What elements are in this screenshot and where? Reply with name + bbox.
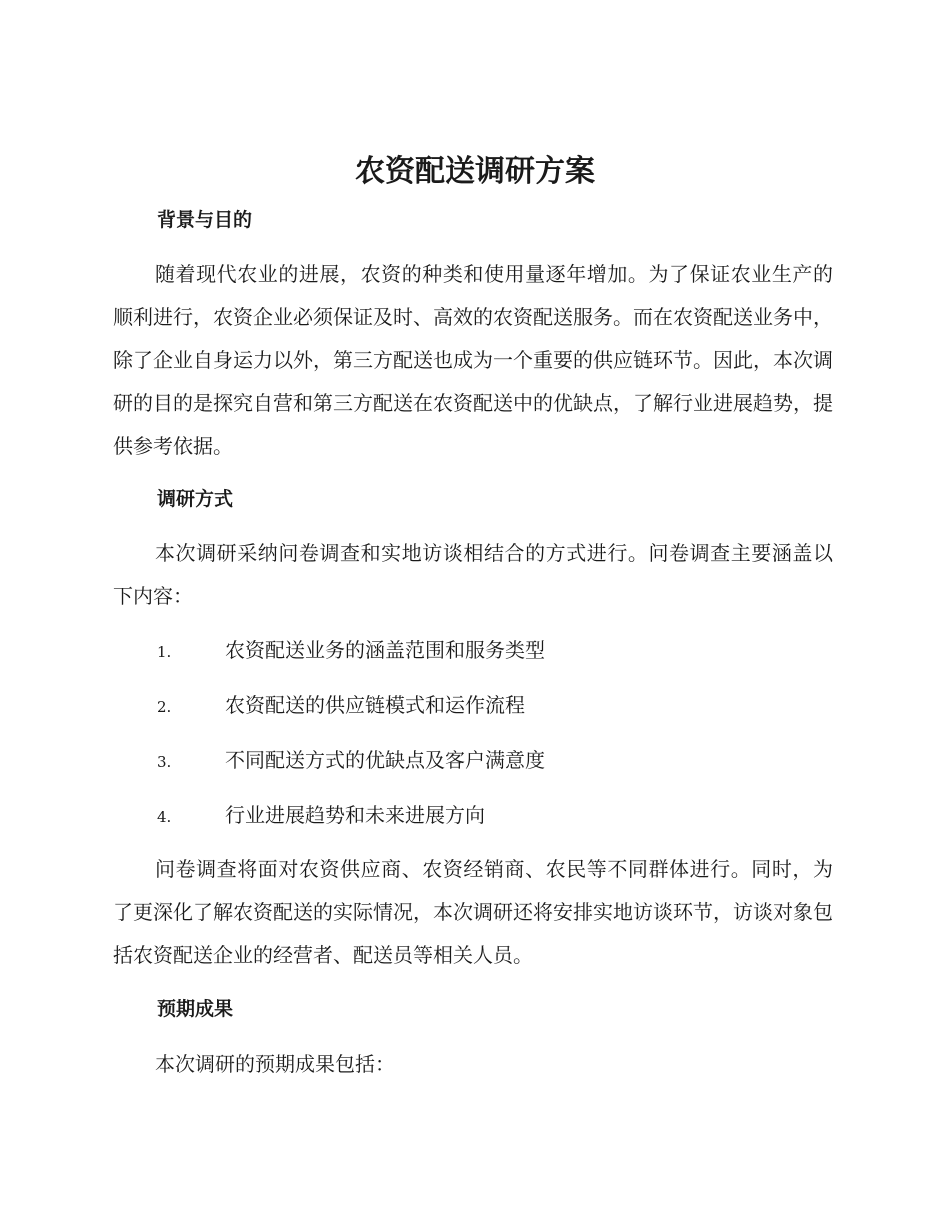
list-item bbox=[157, 635, 837, 667]
paragraph-method: 本次调研采纳问卷调查和实地访谈相结合的方式进行。问卷调查主要涵盖以下内容： bbox=[113, 541, 833, 608]
list-text: 农资配送业务的涵盖范围和服务类型 bbox=[225, 638, 545, 662]
section-heading-background: 背景与目的 bbox=[157, 209, 253, 231]
section-heading-method: 调研方式 bbox=[157, 488, 234, 510]
list-text: 行业进展趋势和未来进展方向 bbox=[225, 803, 485, 827]
list-text: 农资配送的供应链模式和运作流程 bbox=[225, 693, 525, 717]
paragraph-outcomes: 本次调研的预期成果包括： bbox=[155, 1052, 395, 1076]
list-number: 4. bbox=[157, 808, 172, 826]
list-item bbox=[157, 745, 837, 777]
list-item bbox=[157, 690, 837, 722]
list-number: 3. bbox=[157, 753, 172, 771]
document-title: 农资配送调研方案 bbox=[355, 154, 595, 189]
paragraph-background: 随着现代农业的进展，农资的种类和使用量逐年增加。为了保证农业生产的顺利进行，农资企业必须保证及时、高效的农资配送服务。而在农资配送业务中，除了企业自身运力以外，第三方配送也成为一个重要的供应链环节。因此，本次调研的目的是探究自营和第三方配送在农资配送中的优缺点，了解行业进展趋势，提供参考依据。 bbox=[113, 262, 833, 458]
list-number: 1. bbox=[157, 643, 172, 661]
list-item bbox=[157, 800, 837, 832]
list-text: 不同配送方式的优缺点及客户满意度 bbox=[225, 748, 545, 772]
section-heading-outcomes: 预期成果 bbox=[157, 998, 234, 1020]
list-number: 2. bbox=[157, 698, 172, 716]
paragraph-method-detail: 问卷调查将面对农资供应商、农资经销商、农民等不同群体进行。同时，为了更深化了解农资配送的实际情况，本次调研还将安排实地访谈环节，访谈对象包括农资配送企业的经营者、配送员等相关人员。 bbox=[113, 857, 833, 967]
